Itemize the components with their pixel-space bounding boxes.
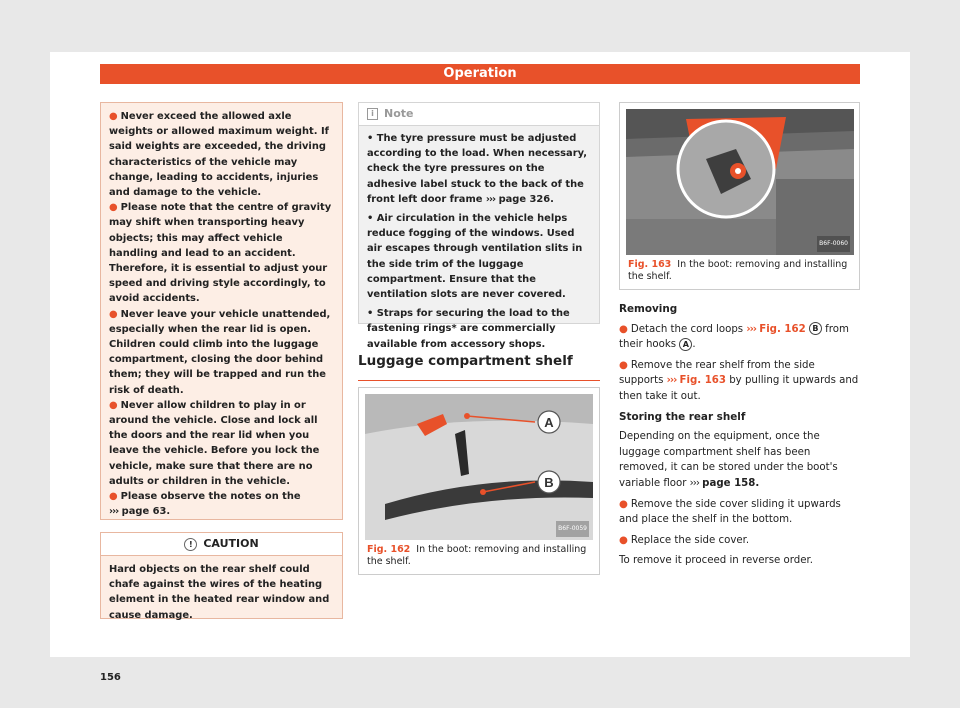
label-a: A [679,338,692,351]
figure-caption: Fig. 163 In the boot: removing and installing the shelf. [628,259,848,282]
exclamation-circle-icon: ! [184,538,197,551]
figure-code: B6F-0059 [556,521,589,537]
figure-link[interactable]: Fig. 162 [759,323,806,335]
storing-intro: Depending on the equipment, once the luggage compartment shelf has been removed, it can be stored under the boot's variable floor ››› page 158. [619,431,838,489]
page-number: 156 [100,672,121,683]
storing-outro: To remove it proceed in reverse order. [619,555,813,567]
caution-text: Hard objects on the rear shelf could chafe against the wires of the heating element in the heated rear window and cause damage. [109,564,330,621]
note-item: • Air circulation in the vehicle helps reduce fogging of the windows. Used air escapes through ventilation slits in the side trim of the luggage compartment. Ensure that the ventilation slots are never covered. [367,213,583,301]
page-link[interactable]: page 63. [121,506,171,518]
figure-code: B6F-0060 [817,236,850,252]
label-b: B [809,322,822,335]
section-header: Operation [100,64,860,84]
note-box [358,102,600,350]
caution-box [100,532,343,619]
page-link[interactable]: page 326. [498,193,554,205]
note-header: i Note [359,103,599,126]
removing-title: Removing [619,303,678,315]
page-link[interactable]: page 158. [702,477,760,489]
note-item: • Straps for securing the load to the fastening rings* are commercially available from accessory shops. [367,308,570,350]
storing-step: ● Replace the side cover. [619,534,750,546]
storing-step: ● Remove the side cover sliding it upwards and place the shelf in the bottom. [619,498,841,526]
warning-item: ● Never exceed the allowed axle weights or allowed maximum weight. If said weights are exceeded, the driving characteristics of the vehicle may change, leading to accidents, injuries and damage to the vehicle. [109,111,329,199]
figure-caption: Fig. 162 In the boot: removing and installing the shelf. [367,544,587,567]
storing-title: Storing the rear shelf [619,410,746,423]
figure-163-image [626,109,854,255]
note-item: • The tyre pressure must be adjusted according to the load. When necessary, check the tyre pressures on the adhesive label stuck to the back of the front left door frame ››› page 326. [367,133,588,205]
warning-item: ● Please observe the notes on the ››› page 63. [109,491,301,518]
figure-162 [358,387,600,575]
figure-label-b: B [544,475,554,490]
removing-step: ● Remove the rear shelf from the side supports ››› Fig. 163 by pulling it upwards and then take it out. [619,359,859,402]
warning-box [100,102,343,520]
warning-item: ● Never allow children to play in or around the vehicle. Close and lock all the doors and the rear lid when you leave the vehicle. Before you lock the vehicle, make sure that there are no adults or children in the vehicle. [109,399,320,487]
figure-link[interactable]: Fig. 163 [679,375,726,387]
instructions [619,302,860,574]
manual-page [50,52,910,683]
info-icon: i [367,108,378,120]
figure-162-image [365,394,593,540]
caution-header: ! CAUTION [101,533,342,556]
section-title: Luggage compartment shelf [358,354,600,381]
warning-item: ● Please note that the centre of gravity may shift when transporting heavy objects; this may affect vehicle handling and lead to an accident. Therefore, it is essential to adjust your speed and driving style accordingly, to avoid accidents. [109,202,332,305]
warning-item: ● Never leave your vehicle unattended, especially when the rear lid is open. Children could climb into the luggage compartment, closing the door behind them; they will be trapped and run the risk of death. [109,308,331,396]
removing-step: ● Detach the cord loops ››› Fig. 162 B from their hooks A . [619,323,849,351]
figure-163 [619,102,860,290]
figure-label-a: A [544,415,554,430]
